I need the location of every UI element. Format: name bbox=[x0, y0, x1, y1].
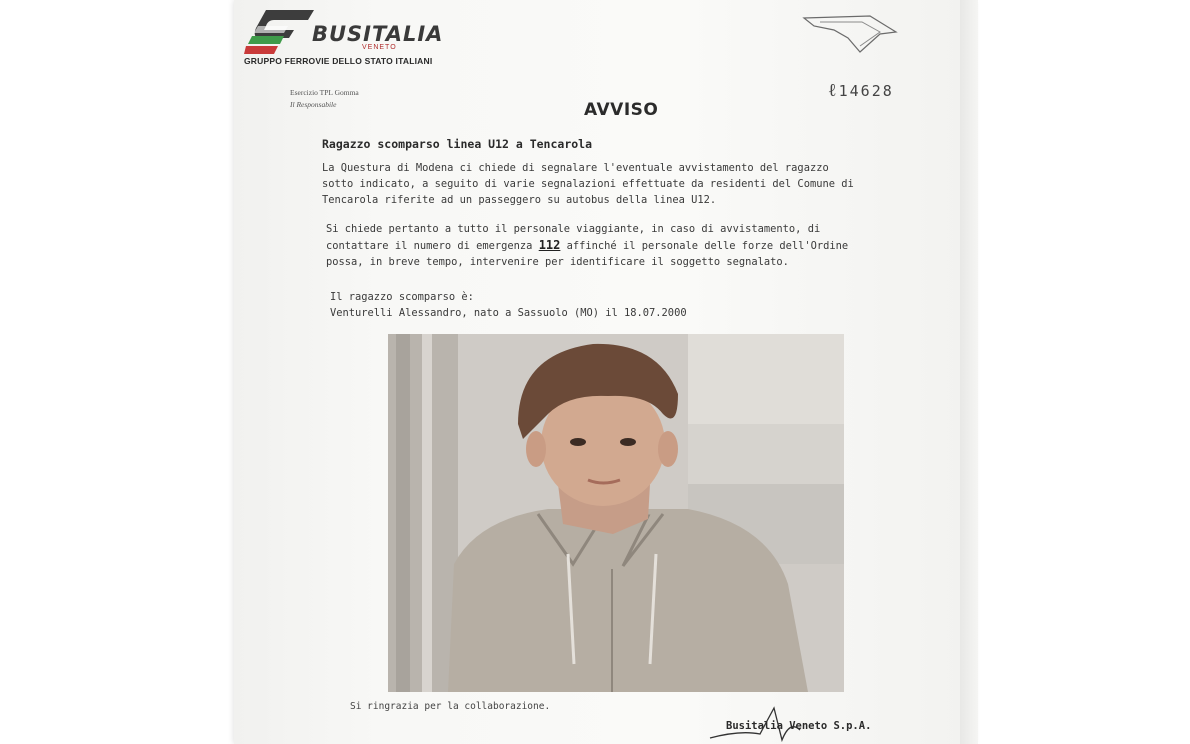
dept-responsible: Il Responsabile bbox=[290, 100, 337, 109]
paper-edge bbox=[960, 0, 978, 744]
notice-title: AVVISO bbox=[584, 100, 659, 120]
notice-subject: Ragazzo scomparso linea U12 a Tencarola bbox=[322, 137, 593, 151]
protocol-number: ℓ14628 bbox=[828, 80, 894, 100]
paragraph-2-line: contattare il numero di emergenza 112 affinché il personale delle forze dell'Ordine bbox=[326, 238, 849, 252]
missing-person-photo bbox=[388, 334, 844, 692]
paragraph-1-line: sotto indicato, a seguito di varie segnalazioni effettuate da residenti del Comune di bbox=[322, 178, 854, 190]
paragraph-2-line: possa, in breve tempo, intervenire per identificare il soggetto segnalato. bbox=[326, 256, 789, 268]
fs-logo-icon bbox=[244, 6, 316, 54]
emergency-number: 112 bbox=[538, 238, 561, 252]
missing-intro: Il ragazzo scomparso è: bbox=[330, 291, 474, 303]
paragraph-2-line: Si chiede pertanto a tutto il personale viaggiante, in caso di avvistamento, di bbox=[326, 223, 821, 235]
protocol-prefix-icon: ℓ bbox=[828, 80, 839, 100]
paragraph-1 bbox=[322, 160, 854, 208]
brand-region: VENETO bbox=[362, 44, 397, 51]
thanks-text: Si ringrazia per la collaborazione. bbox=[350, 701, 551, 712]
paragraph-1-line: Tencarola riferite ad un passeggero su autobus della linea U12. bbox=[322, 194, 717, 206]
stamp-scribble bbox=[800, 12, 910, 58]
group-name: GRUPPO FERROVIE DELLO STATO ITALIANI bbox=[244, 56, 433, 66]
paragraph-2 bbox=[326, 221, 848, 270]
missing-details: Venturelli Alessandro, nato a Sassuolo (MO) il 18.07.2000 bbox=[330, 307, 687, 319]
brand-name: BUSITALIA bbox=[312, 22, 444, 46]
company-signature: Busitalia Veneto S.p.A. bbox=[726, 720, 872, 732]
busitalia-logo bbox=[244, 4, 464, 68]
dept-name: Esercizio TPL Gomma bbox=[290, 88, 359, 97]
paragraph-1-line: La Questura di Modena ci chiede di segnalare l'eventuale avvistamento del ragazzo bbox=[322, 162, 829, 174]
missing-person-info bbox=[330, 289, 687, 321]
